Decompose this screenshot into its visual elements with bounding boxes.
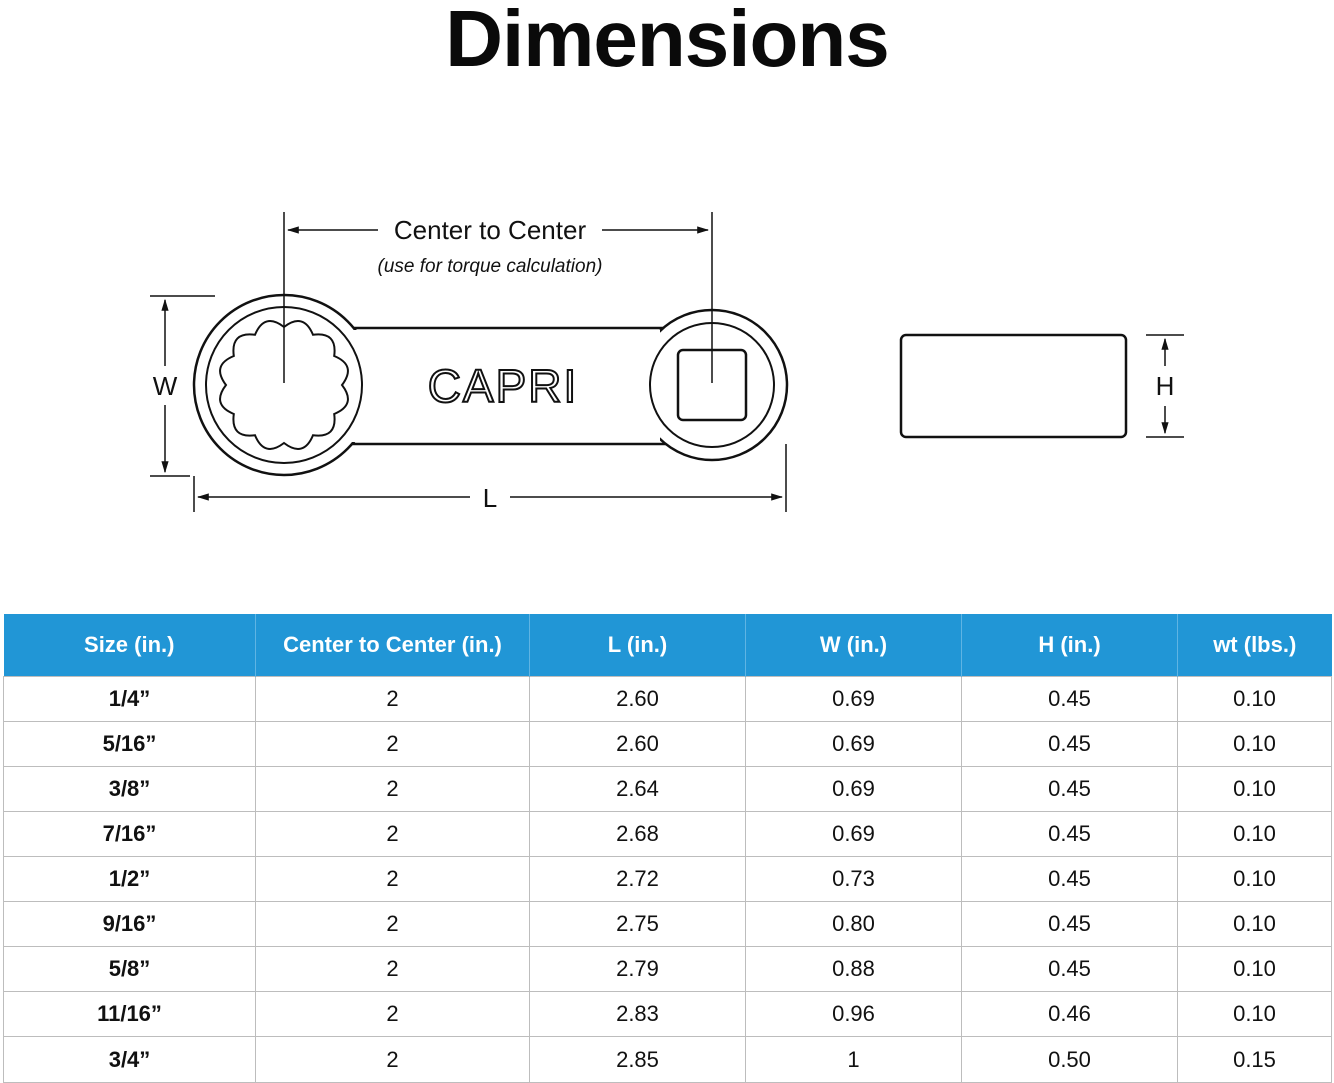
width-cell: 0.69 (746, 812, 962, 857)
length-cell: 2.85 (530, 1037, 746, 1083)
length-cell: 2.72 (530, 857, 746, 902)
size-cell: 1/2” (4, 857, 256, 902)
table-row (4, 677, 1332, 722)
table-row (4, 902, 1332, 947)
height-cell: 0.45 (962, 812, 1178, 857)
width-cell: 0.69 (746, 722, 962, 767)
width-cell: 0.88 (746, 947, 962, 992)
center-cell: 2 (256, 857, 530, 902)
dimensions-table (3, 614, 1332, 1083)
header-weight: wt (lbs.) (1178, 614, 1332, 677)
length-cell: 2.64 (530, 767, 746, 812)
torque-note: (use for torque calculation) (377, 256, 603, 277)
weight-cell: 0.10 (1178, 722, 1332, 767)
weight-cell: 0.10 (1178, 767, 1332, 812)
size-cell: 5/16” (4, 722, 256, 767)
table-body (4, 677, 1332, 1083)
width-cell: 0.73 (746, 857, 962, 902)
side-profile-drawing (901, 335, 1126, 437)
size-cell: 11/16” (4, 992, 256, 1037)
center-cell: 2 (256, 992, 530, 1037)
height-cell: 0.45 (962, 767, 1178, 812)
length-cell: 2.75 (530, 902, 746, 947)
height-cell: 0.45 (962, 722, 1178, 767)
size-cell: 3/4” (4, 1037, 256, 1083)
height-cell: 0.45 (962, 857, 1178, 902)
table-row (4, 812, 1332, 857)
length-cell: 2.60 (530, 722, 746, 767)
length-cell: 2.83 (530, 992, 746, 1037)
center-cell: 2 (256, 722, 530, 767)
weight-cell: 0.10 (1178, 812, 1332, 857)
height-label: H (1155, 371, 1175, 401)
header-length: L (in.) (530, 614, 746, 677)
table-row (4, 767, 1332, 812)
width-cell: 0.96 (746, 992, 962, 1037)
length-cell: 2.68 (530, 812, 746, 857)
weight-cell: 0.10 (1178, 857, 1332, 902)
weight-cell: 0.10 (1178, 902, 1332, 947)
table-row (4, 722, 1332, 767)
width-cell: 0.80 (746, 902, 962, 947)
center-cell: 2 (256, 677, 530, 722)
size-cell: 9/16” (4, 902, 256, 947)
page-title: Dimensions (445, 0, 889, 83)
width-cell: 1 (746, 1037, 962, 1083)
height-cell: 0.46 (962, 992, 1178, 1037)
width-label: W (152, 371, 178, 401)
center-cell: 2 (256, 767, 530, 812)
header-size: Size (in.) (4, 614, 256, 677)
header-center-to-center: Center to Center (in.) (256, 614, 530, 677)
center-to-center-label: Center to Center (393, 215, 587, 245)
table-row (4, 992, 1332, 1037)
center-cell: 2 (256, 812, 530, 857)
table-header-row (4, 614, 1332, 677)
height-cell: 0.50 (962, 1037, 1178, 1083)
center-cell: 2 (256, 947, 530, 992)
height-cell: 0.45 (962, 947, 1178, 992)
size-cell: 3/8” (4, 767, 256, 812)
table-row (4, 1037, 1332, 1083)
header-width: W (in.) (746, 614, 962, 677)
weight-cell: 0.15 (1178, 1037, 1332, 1083)
size-cell: 7/16” (4, 812, 256, 857)
table-row (4, 857, 1332, 902)
center-cell: 2 (256, 902, 530, 947)
weight-cell: 0.10 (1178, 992, 1332, 1037)
width-cell: 0.69 (746, 767, 962, 812)
table-row (4, 947, 1332, 992)
weight-cell: 0.10 (1178, 677, 1332, 722)
capri-logo: CAPRI (427, 360, 579, 412)
length-cell: 2.79 (530, 947, 746, 992)
weight-cell: 0.10 (1178, 947, 1332, 992)
height-cell: 0.45 (962, 677, 1178, 722)
size-cell: 5/8” (4, 947, 256, 992)
width-cell: 0.69 (746, 677, 962, 722)
length-label: L (482, 483, 498, 513)
size-cell: 1/4” (4, 677, 256, 722)
length-cell: 2.60 (530, 677, 746, 722)
height-cell: 0.45 (962, 902, 1178, 947)
header-height: H (in.) (962, 614, 1178, 677)
center-cell: 2 (256, 1037, 530, 1083)
